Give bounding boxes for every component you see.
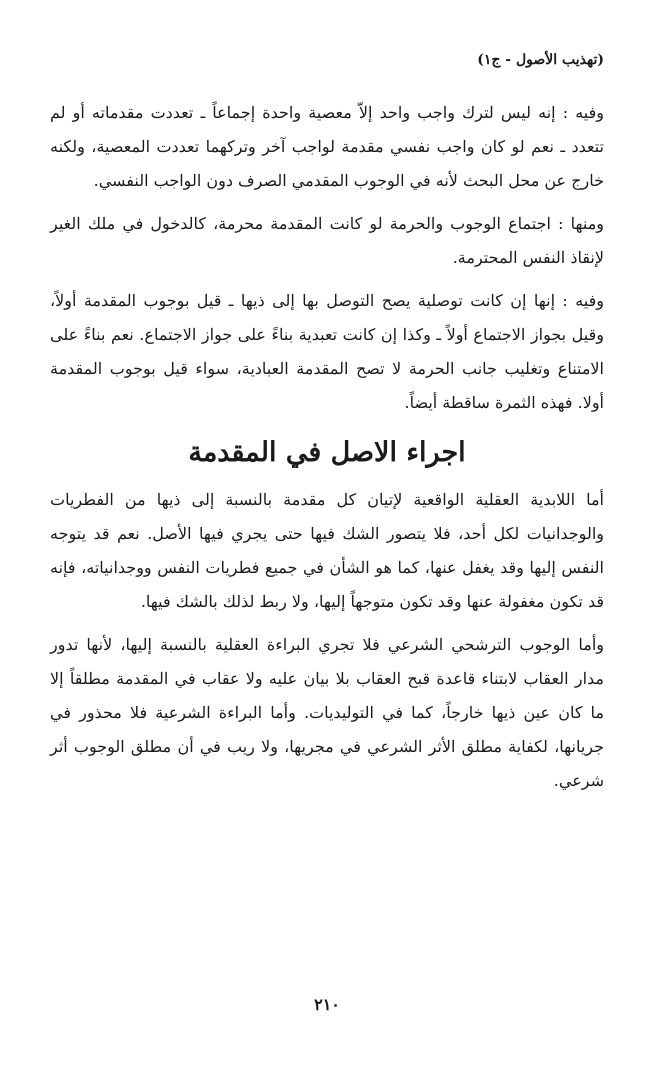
paragraph-obligation-prohibition: ومنها : اجتماع الوجوب والحرمة لو كانت المقدمة محرمة، كالدخول في ملك الغير لإنقاذ النفس المحترمة. [50,214,604,267]
section-heading: اجراء الاصل في المقدمة [188,437,466,468]
paragraph-response-instrumental: وفيه : إنها إن كانت توصلية يصح التوصل بها إلى ذيها ـ قيل بوجوب المقدمة أولاً، وقيل بجواز الاجتماع أولاً ـ وكذا إن كانت تعبدية بناءً على جواز الاجتماع. نعم بناءً على الامتناع وتغليب جانب الحرمة لا تصح المقدمة العبادية، سواء قيل بوجوب المقدمة أولا. فهذه الثمرة ساقطة أيضاً. [50,291,604,412]
page-number: ٢١٠ [314,995,340,1014]
running-header: (تهذيب الأصول - ج١) [477,52,604,68]
paragraph-rational-necessity: أما اللابدية العقلية الواقعية لإتيان كل مقدمة بالنسبة إلى ذيها من الفطريات والوجدانيات لكل أحد، فلا يتصور الشك فيها حتى يجري فيها الأصل. نعم قد يتوجه النفس إليها وقد يغفل عنها، كما هو الشأن في جميع فطريات النفس ووجدانياته، فإنه قد تكون مغفولة عنها وقد تكون متوجهاً إليها، ولا ربط لذلك بالشك فيها. [50,490,604,611]
page-body [50,96,604,807]
paragraph-legal-obligation: وأما الوجوب الترشحي الشرعي فلا تجري البراءة العقلية بالنسبة إليها، لأنها تدور مدار العقاب لابتناء قاعدة قبح العقاب بلا بيان عليه ولا عقاب في المقدمة مطلقاً إلا ما كان عين ذيها خارجاً، كما في التوليديات. وأما البراءة الشرعية فلا محذور في جريانها، لكفاية مطلق الأثر الشرعي في مجريها، ولا ريب في أن مطلق الوجوب أثر شرعي. [50,635,604,790]
paragraph-response-single-sin: وفيه : إنه ليس لترك واجب واحد إلاّ معصية واحدة إجماعاً ـ تعددت مقدماته أو لم تتعدد ـ نعم لو كان واجب نفسي مقدمة لواجب آخر وتركهما تعددت المعصية، ولكنه خارج عن محل البحث لأنه في الوجوب المقدمي الصرف دون الواجب النفسي. [50,103,604,190]
